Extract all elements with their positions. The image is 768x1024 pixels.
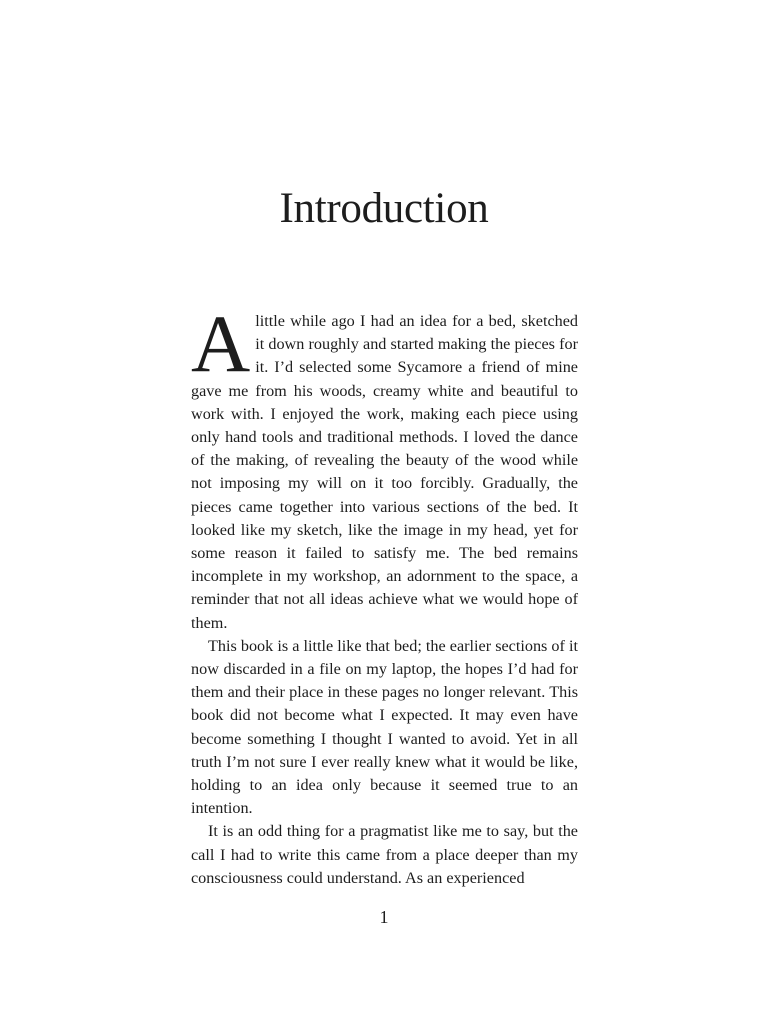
- chapter-body: [191, 298, 578, 890]
- paragraph-1: [191, 298, 578, 635]
- drop-cap: A: [191, 298, 251, 389]
- paragraph-2: This book is a little like that bed; the earlier sections of it now discarded in a file on my laptop, the hopes I’d had for them and their place in these pages no longer relevant. This book did not become what I expected. It may even have become something I thought I wanted to avoid. Yet in all truth I’m not sure I ever really knew what it would be like, holding to an idea only because it seemed true to an intention.: [191, 636, 578, 818]
- chapter-title: Introduction: [279, 185, 489, 232]
- paragraph-1-text: little while ago I had an idea for a bed, sketched it down roughly and started making the pieces for it. I’d selected some Sycamore a friend of mine gave me from his woods, creamy white and beautiful to work with. I enjoyed the work, making each piece using only hand tools and traditional methods. I loved the dance of the making, of revealing the beauty of the wood while not imposing my will on it too forcibly. Gradually, the pieces came together into various sections of the bed. It looked like my sketch, like the image in my head, yet for some reason it failed to satisfy me. The bed remains incomplete in my workshop, an adornment to the space, a reminder that not all ideas achieve what we would hope of them.: [191, 312, 578, 632]
- page-number: 1: [379, 907, 389, 927]
- paragraph-3: It is an odd thing for a pragmatist like me to say, but the call I had to write this came from a place deeper than my consciousness could understand. As an experienced: [191, 822, 578, 887]
